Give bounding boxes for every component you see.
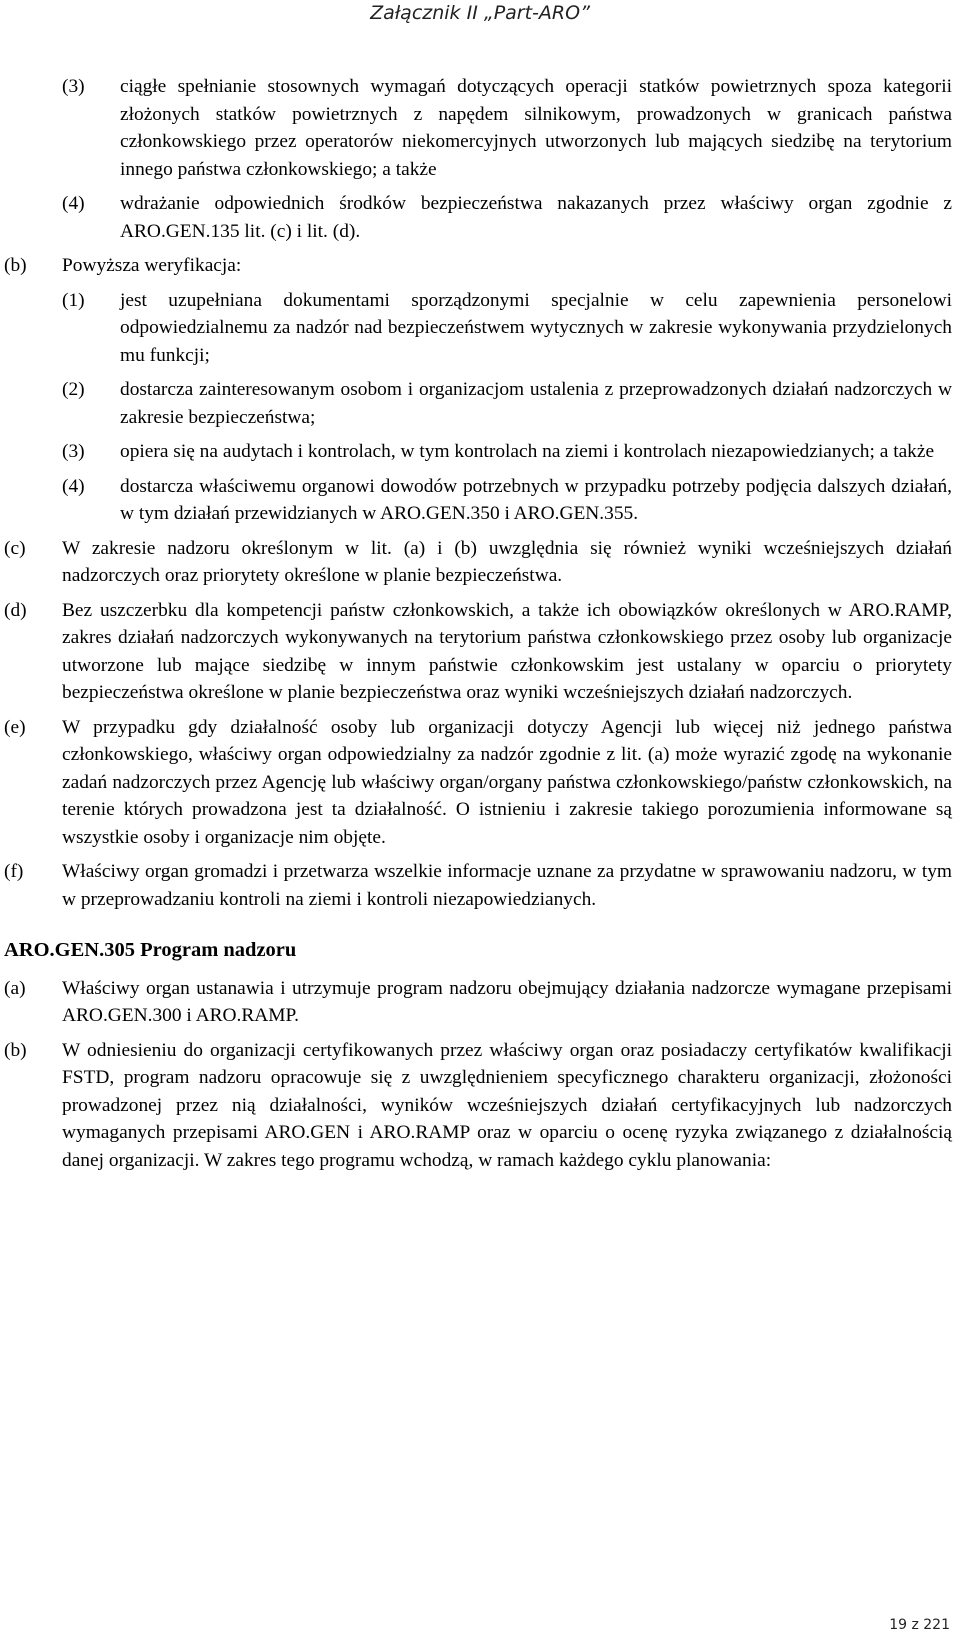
- item-text: dostarcza właściwemu organowi dowodów potrzebnych w przypadku potrzeby podjęcia dalszych działań, w tym działań przewidzianych w ARO.GEN.350 i ARO.GEN.355.: [120, 475, 952, 524]
- item-label: (c): [4, 537, 26, 559]
- item-label: (b): [4, 255, 27, 276]
- item-text: W zakresie nadzoru określonym w lit. (a) i (b) uwzględnia się również wyniki wcześniejszych działań nadzorczych oraz priorytety określone w planie bezpieczeństwa.: [62, 537, 952, 586]
- page-header: Załącznik II „Part-ARO”: [370, 2, 590, 24]
- upper-list: [62, 73, 952, 245]
- section-305-b: [4, 1037, 952, 1175]
- item-text: W odniesieniu do organizacji certyfikowanych przez właściwy organ oraz posiadaczy certyfikatów kwalifikacji FSTD, program nadzoru opracowuje się z uwzględnieniem specyficznego charakteru organizacji, złożoności prowadzonej przez nią działalności, wyników wcześniejszych działań certyfikacyjnych lub nadzorczych wymaganych przepisami ARO.GEN i ARO.RAMP oraz w oparciu o ocenę ryzyka związanego z działalnością danej organizacji. W zakres tego programu wchodzą, w ramach każdego cyklu planowania:: [62, 1039, 952, 1171]
- item-label: (4): [62, 475, 85, 497]
- list-item: [62, 473, 952, 528]
- item-text: wdrażanie odpowiednich środków bezpieczeństwa nakazanych przez właściwy organ zgodnie z ARO.GEN.135 lit. (c) i lit. (d).: [120, 193, 952, 242]
- item-text: opiera się na audytach i kontrolach, w tym kontrolach na ziemi i kontrolach niezapowiedzianych; a także: [120, 441, 935, 462]
- item-label: (4): [62, 193, 85, 214]
- item-label: (3): [62, 76, 85, 97]
- item-label: (2): [62, 379, 85, 400]
- item-text: Bez uszczerbku dla kompetencji państw członkowskich, a także ich obowiązków określonych w ARO.RAMP, zakres działań nadzorczych wykonywanych na terytorium państwa członkowskiego przez osoby lub organizacje utworzone lub mające siedzibę w innym państwie członkowskim jest ustalany w oparciu o priorytety bezpieczeństwa określone w planie bezpieczeństwa oraz wyniki wcześniejszych działań nadzorczych.: [62, 599, 952, 703]
- list-item: [62, 438, 952, 466]
- item-label: (a): [4, 977, 26, 999]
- section-c: [4, 535, 952, 590]
- list-item: [62, 190, 952, 245]
- item-text: Właściwy organ gromadzi i przetwarza wszelkie informacje uznane za przydatne w sprawowaniu nadzoru, w tym w przeprowadzaniu kontroli na ziemi i kontroli niezapowiedzianych.: [62, 861, 952, 910]
- item-text: jest uzupełniana dokumentami sporządzonymi specjalnie w celu zapewnienia personelowi odpowiedzialnemu za nadzór nad bezpieczeństwem wytycznych w zakresie wykonywania przydzielonych mu funkcji;: [120, 289, 952, 366]
- item-label: (f): [4, 861, 24, 882]
- list-item: [62, 287, 952, 370]
- section-f: [4, 858, 952, 913]
- item-label: (e): [4, 716, 26, 738]
- section-heading: ARO.GEN.305 Program nadzoru: [4, 939, 297, 961]
- item-text: ciągłe spełnianie stosownych wymagań dotyczących operacji statków powietrznych spoza kategorii złożonych statków powietrznych z napędem silnikowym, prowadzonych w granicach państwa członkowskiego przez operatorów niekomercyjnych utworzonych lub mających siedzibę na terytorium innego państwa członkowskiego; a także: [120, 76, 952, 180]
- document-body: [4, 73, 952, 1181]
- item-text: dostarcza zainteresowanym osobom i organizacjom ustalenia z przeprowadzonych działań nadzorczych w zakresie bezpieczeństwa;: [120, 379, 952, 428]
- item-text: Właściwy organ ustanawia i utrzymuje program nadzoru obejmujący działania nadzorcze wymagane przepisami ARO.GEN.300 i ARO.RAMP.: [62, 977, 952, 1026]
- item-label: (d): [4, 599, 27, 621]
- item-text: Powyższa weryfikacja:: [62, 255, 242, 276]
- list-item: [62, 376, 952, 431]
- section-e: [4, 714, 952, 852]
- page-number: 19 z 221: [889, 1617, 950, 1633]
- section-305-a: [4, 975, 952, 1030]
- item-text: W przypadku gdy działalność osoby lub organizacji dotyczy Agencji lub więcej niż jednego państwa członkowskiego, właściwy organ odpowiedzialny za nadzór zgodnie z lit. (a) może wyrazić zgodę na wykonanie zadań nadzorczych przez Agencję lub właściwy organ/organy państwa członkowskiego/państw członkowskich, na terenie których prowadzona jest ta działalność. O istnieniu i zakresie takiego porozumienia informowane są wszystkie osoby i organizacje nim objęte.: [62, 716, 952, 848]
- item-label: (b): [4, 1039, 27, 1061]
- list-item: [62, 73, 952, 183]
- section-b-list: [62, 287, 952, 528]
- section-b: [4, 252, 952, 280]
- section-d: [4, 597, 952, 707]
- item-label: (3): [62, 441, 85, 462]
- item-label: (1): [62, 289, 85, 311]
